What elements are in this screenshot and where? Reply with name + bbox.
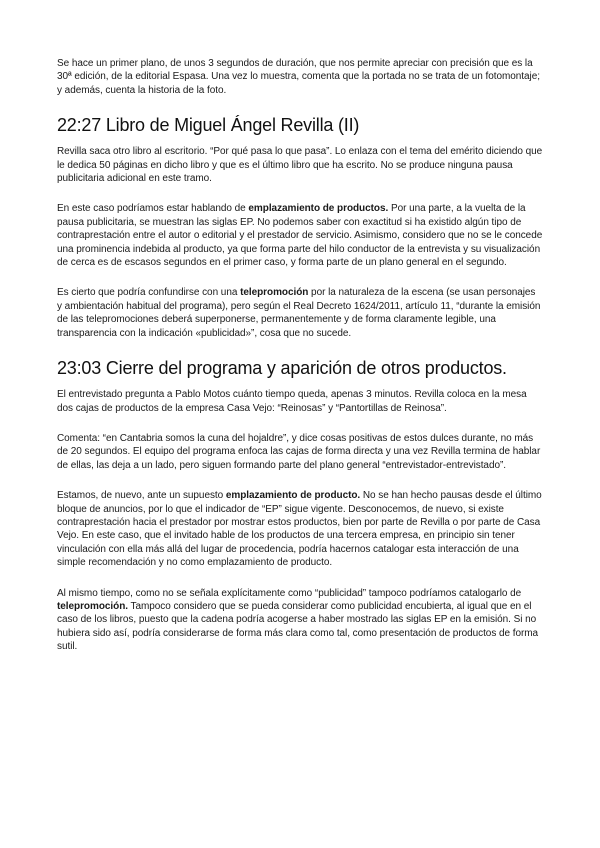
paragraph-text: El entrevistado pregunta a Pablo Motos cuánto tiempo queda, apenas 3 minutos. Revilla coloca en la mesa dos cajas de productos de la empresa Casa Vejo: “Reinosas” y “Pantortillas de Reinosa”.: [57, 389, 527, 414]
bold-term: telepromoción: [240, 287, 309, 299]
paragraph-emplazamiento-producto: [57, 489, 543, 569]
paragraph-text: Se hace un primer plano, de unos 3 segundos de duración, que nos permite apreciar con precisión que es la 30ª edición, de la editorial Espasa. Una vez lo muestra, comenta que la portada no se trata de un fotomontaje; y además, cuenta la historia de la foto.: [57, 58, 540, 96]
paragraph-cierre-pregunta: [57, 388, 543, 415]
paragraph-text: No se han hecho pausas desde el último bloque de anuncios, por lo que el indicador de “EP” sigue vigente. Desconocemos, de nuevo, si existe contraprestación hacia el prestador por mostrar estos productos, bien por parte de Revilla o por parte de Casa Vejo. En este caso, que el invitado hable de los productos de una tercera empresa, en principio sin tener vinculación con ella más allá del lugar de procedencia, podría hacernos catalogar esta interacción de una simple recomendación y no como emplazamiento de producto.: [57, 490, 542, 569]
paragraph-text: Por una parte, a la vuelta de la pausa publicitaria, se muestran las siglas EP. No podemos saber con exactitud si ha existido algún tipo de contraprestación entre el autor o editorial y el prestador de servicio. Asimismo, considero que no se le concede una prominencia indebida al producto, ya que forma parte del hilo conductor de la entrevista y su visualización de cerca es de escasos segundos en el primer caso, y forma parte de un plano general en el segundo.: [57, 203, 543, 269]
paragraph-text: En este caso podríamos estar hablando de: [57, 203, 249, 215]
paragraph-text: Tampoco considero que se pueda considerar como publicidad encubierta, al igual que en el caso de los libros, puesto que la cadena podría acogerse a haber mostrado las siglas EP en la emisión. Si no hubiera sido así, podría considerarse de forma más clara como tal, como presentación de productos de forma sutil.: [57, 600, 539, 653]
section-heading-cierre-programa: 23:03 Cierre del programa y aparición de otros productos.: [57, 358, 507, 379]
paragraph-text: Estamos, de nuevo, ante un supuesto: [57, 490, 226, 502]
paragraph-telepromocion-libro: [57, 286, 543, 340]
paragraph-cierre-comenta: [57, 432, 543, 472]
paragraph-text: Al mismo tiempo, como no se señala explícitamente como “publicidad” tampoco podríamos catalogarlo de: [57, 587, 522, 599]
paragraph-telepromocion-producto: [57, 587, 543, 654]
paragraph-emplazamiento-libro: [57, 202, 543, 269]
section-heading-revilla-book: 22:27 Libro de Miguel Ángel Revilla (II): [57, 115, 360, 136]
bold-term: emplazamiento de productos.: [248, 203, 389, 215]
bold-term: emplazamiento de producto.: [225, 490, 361, 502]
document-body: [57, 57, 543, 671]
bold-term: telepromoción.: [57, 600, 128, 612]
paragraph-intro: [57, 57, 543, 97]
paragraph-text: por la naturaleza de la escena (se usan personajes y ambientación habitual del programa), pero según el Real Decreto 1624/2011, artículo 11, “durante la emisión de las telepromociones deberá superponerse, permanentemente y de forma claramente legible, una transparencia con la indicación «publicidad»”, cosa que no sucede.: [57, 287, 541, 339]
paragraph-text: Es cierto que podría confundirse con una: [57, 287, 241, 299]
paragraph-text: Comenta: “en Cantabria somos la cuna del hojaldre”, y dice cosas positivas de estos dulces durante, no más de 20 segundos. El equipo del programa enfoca las cajas de forma directa y una vez Revilla termina de hablar de ellas, las deja a un lado, pero siguen formando parte del plano general “entrevistador-entrevistado”.: [57, 432, 541, 471]
paragraph-revilla-book: [57, 145, 543, 185]
paragraph-text: Revilla saca otro libro al escritorio. “Por qué pasa lo que pasa”. Lo enlaza con el tema del emérito diciendo que le dedica 50 páginas en dicho libro y que es el último libro que ha escrito. No se produce ninguna pausa publicitaria adicional en este tramo.: [57, 146, 543, 185]
